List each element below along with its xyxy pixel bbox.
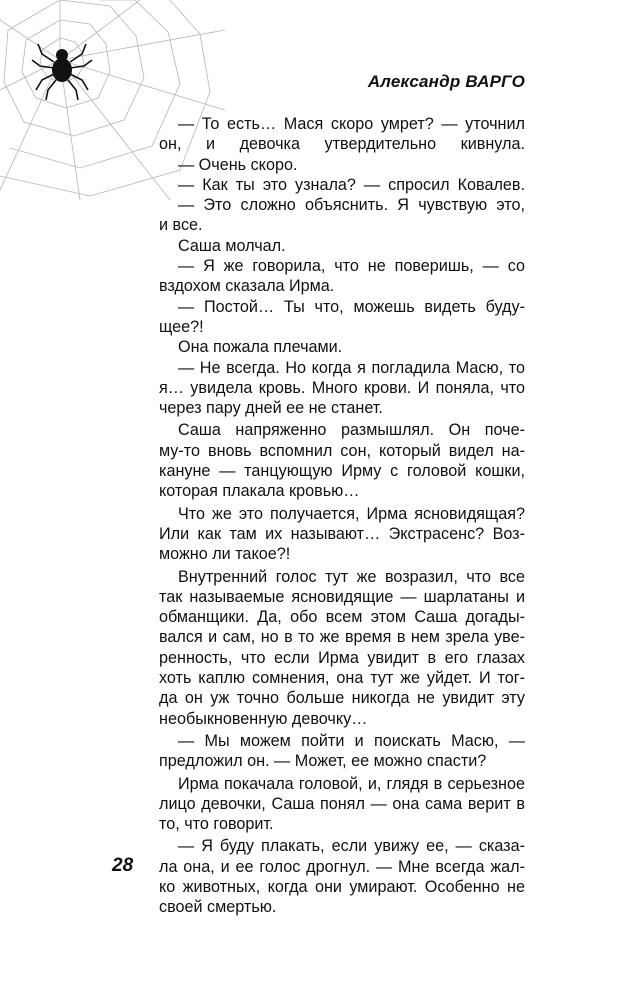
text-line: — Очень скоро.: [178, 155, 298, 174]
text-line: я… увидела кровь. Много крови. И поняла, что: [159, 378, 525, 397]
text-line: ренность, что если Ирма увидит в его глазах: [159, 648, 525, 667]
text-line: Что же это получается, Ирма ясновидящая?: [178, 504, 525, 523]
text-line: — То есть… Мася скоро умрет? — уточнил: [178, 115, 525, 133]
text-line: Или как там их называют… Экстрасенс? Воз-: [159, 524, 525, 543]
text-line: — Не всегда. Но когда я погладила Масю, то: [178, 358, 525, 377]
text-line: хоть каплю сомнения, она тут же уйдет. И тог-: [159, 669, 525, 688]
text-line: Саша молчал.: [178, 236, 286, 255]
text-line: — Постой… Ты что, можешь видеть буду-: [178, 297, 525, 316]
text-line: через пару дней ее не станет.: [159, 399, 383, 418]
text-line: можно ли такое?!: [159, 545, 291, 564]
text-line: — Я буду плакать, если увижу ее, — сказа-: [178, 837, 525, 856]
page-number: 28: [112, 855, 134, 876]
text-line: ла она, и ее голос дрогнул. — Мне всегда жал-: [159, 857, 525, 876]
body-text: [159, 114, 525, 918]
text-line: обманщики. Да, обо всем этом Саша догады-: [159, 608, 525, 627]
text-line: вался и сам, но в то же время в нем зрела уве-: [159, 628, 525, 647]
text-line: и все.: [159, 216, 203, 235]
text-line: так называемые ясновидящие — шарлатаны и: [159, 587, 525, 606]
text-line: необыкновенную девочку…: [159, 709, 368, 728]
text-line: Внутренний голос тут же возразил, что все: [178, 567, 525, 586]
text-line: лицо девочки, Саша понял — она сама верит в: [159, 794, 525, 813]
text-line: предложил он. — Может, ее можно спасти?: [159, 752, 487, 771]
running-head: Александр ВАРГО: [367, 72, 525, 91]
text-line: — Это сложно объяснить. Я чувствую это,: [178, 196, 525, 215]
text-line: — Я же говорила, что не поверишь, — со: [178, 257, 525, 276]
text-line: Ирма покачала головой, и, глядя в серьезное: [178, 774, 525, 793]
text-line: кануне — танцующую Ирму с головой кошки,: [159, 462, 525, 481]
text-line: Саша напряженно размышлял. Он поче-: [178, 421, 525, 440]
text-line: да он уж точно больше никогда не увидит эту: [159, 689, 525, 708]
text-line: то, что говорит.: [159, 815, 274, 834]
text-line: — Мы можем пойти и поискать Масю, —: [178, 731, 525, 750]
text-line: Она пожала плечами.: [178, 338, 343, 357]
text-line: — Как ты это узнала? — спросил Ковалев.: [178, 175, 525, 194]
text-line: щее?!: [159, 317, 204, 336]
text-line: вздохом сказала Ирма.: [159, 277, 335, 296]
text-line: своей смертью.: [159, 898, 277, 917]
text-line: он, и девочка утвердительно кивнула.: [159, 135, 525, 154]
text-line: которая плакала кровью…: [159, 482, 360, 501]
text-line: ко животных, когда они умирают. Особенно не: [159, 877, 525, 896]
text-line: му-то вновь вспомнил сон, который видел на-: [159, 441, 525, 460]
